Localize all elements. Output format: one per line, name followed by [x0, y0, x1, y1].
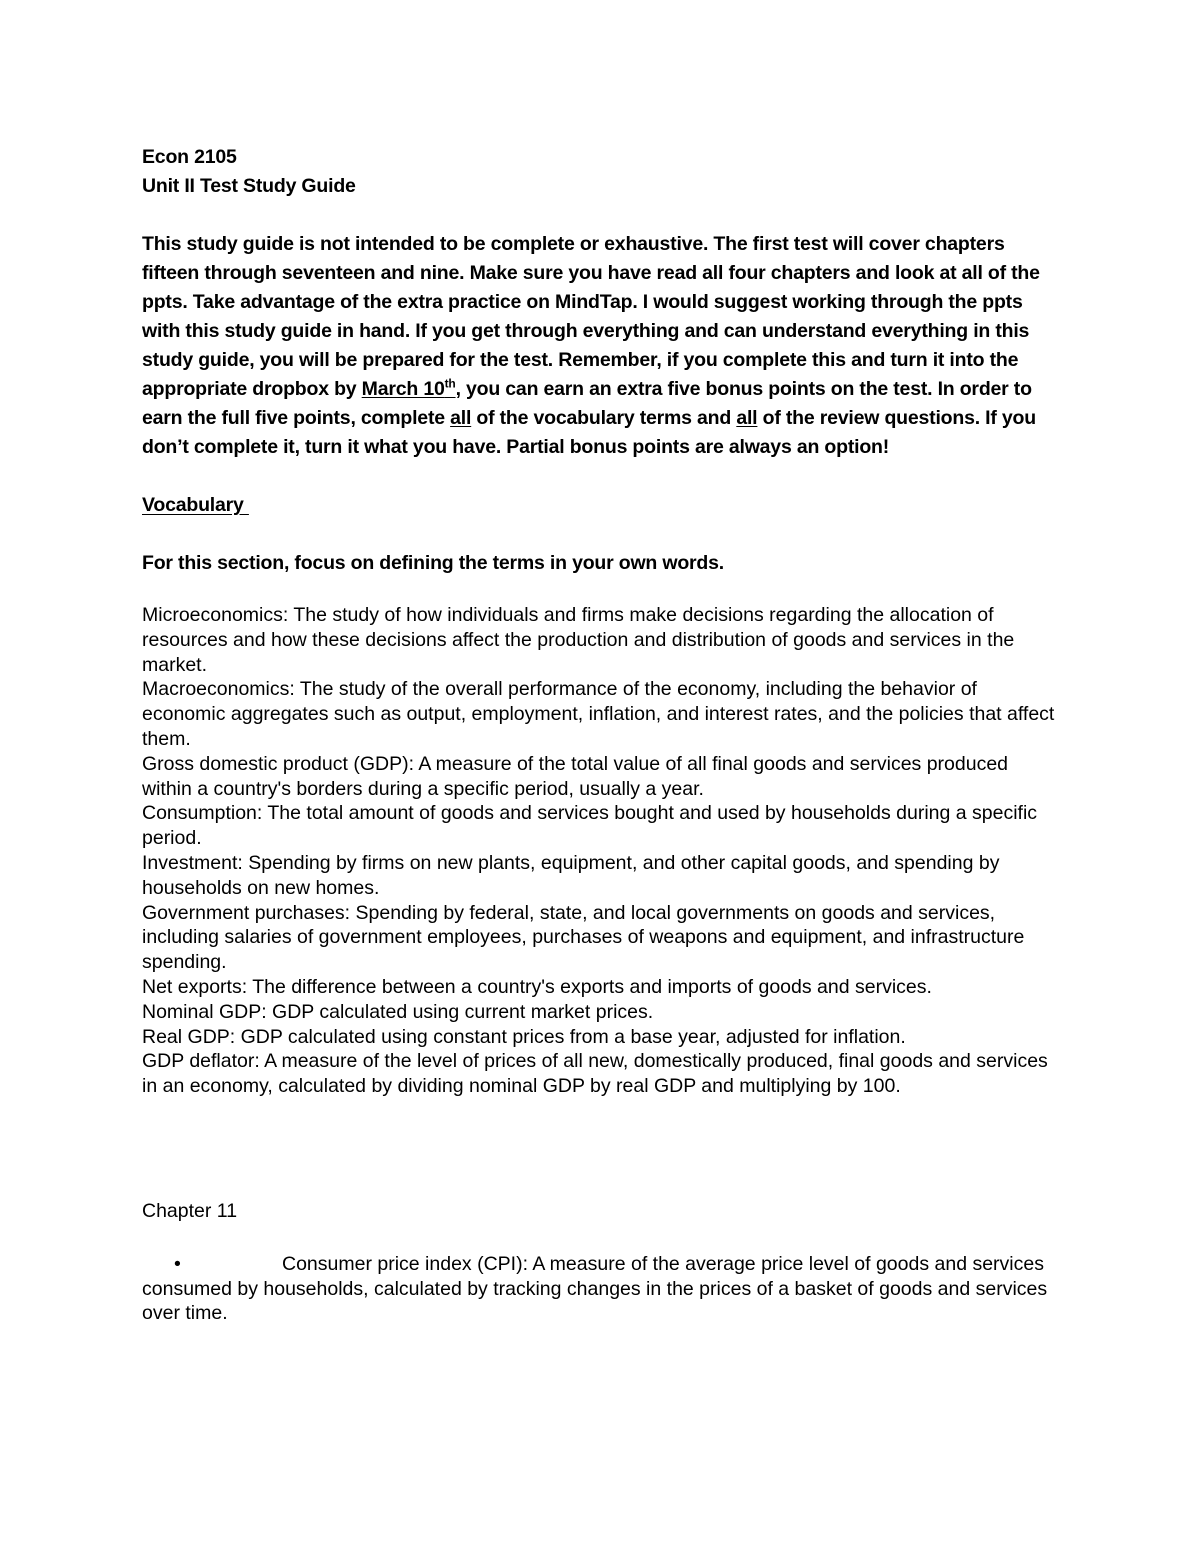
definition-gdp-deflator: GDP deflator: A measure of the level of prices of all new, domestically produced, final goods and services in an economy, calculated by dividing nominal GDP by real GDP and multiplying by 100. — [142, 1050, 1048, 1098]
chapter-bullet-item — [142, 1252, 1062, 1326]
page-title: Unit II Test Study Guide — [142, 175, 356, 197]
definition-gdp: Gross domestic product (GDP): A measure of the total value of all final goods and services produced within a country's borders during a specific period, usually a year. — [142, 752, 1009, 800]
definition-investment: Investment: Spending by firms on new plants, equipment, and other capital goods, and spending by households on new homes. — [142, 851, 1000, 899]
vocabulary-definitions — [142, 603, 1062, 1099]
vocabulary-heading: Vocabulary — [142, 494, 249, 516]
intro-text-3: of the vocabulary terms and — [471, 407, 737, 429]
document-content — [142, 143, 1062, 1326]
definition-macroeconomics: Macroeconomics: The study of the overall performance of the economy, including the behavior of economic aggregates such as output, employment, inflation, and interest rates, and the policies that affect them. — [142, 678, 1055, 750]
vocabulary-instruction: For this section, focus on defining the terms in your own words. — [142, 552, 724, 574]
intro-paragraph — [142, 230, 1062, 462]
chapter-heading: Chapter 11 — [142, 1199, 238, 1222]
emphasis-all-vocabulary: all — [450, 407, 472, 429]
document-header — [142, 143, 1062, 201]
deadline-date-suffix: th — [444, 376, 456, 391]
emphasis-all-questions: all — [736, 407, 758, 429]
bullet-icon: • — [174, 1252, 181, 1275]
definition-consumption: Consumption: The total amount of goods and services bought and used by households during a specific period. — [142, 802, 1038, 850]
course-name: Econ 2105 — [142, 146, 237, 168]
definition-real-gdp: Real GDP: GDP calculated using constant prices from a base year, adjusted for inflation. — [142, 1025, 906, 1048]
deadline-date-text: March 10 — [361, 378, 445, 400]
definition-nominal-gdp: Nominal GDP: GDP calculated using current market prices. — [142, 1000, 654, 1023]
deadline-date — [362, 378, 456, 400]
definition-microeconomics: Microeconomics: The study of how individuals and firms make decisions regarding the allocation of resources and how these decisions affect the production and distribution of goods and services in the market. — [142, 604, 1015, 676]
definition-government-purchases: Government purchases: Spending by federal, state, and local governments on goods and services, including salaries of government employees, purchases of weapons and equipment, and infrastructure spending. — [142, 901, 1025, 974]
intro-text-4: of the review questions. If you don’t complete it, turn it what you have. Partial bonus points are always an option! — [142, 407, 1036, 458]
intro-text-1: This study guide is not intended to be complete or exhaustive. The first test will cover chapters fifteen through seventeen and nine. Make sure you have read all four chapters and look at all of the ppts. Take advantage of the extra practice on MindTap. I would suggest working through the ppts with this study guide in hand. If you get through everything and can understand everything in this study guide, you will be prepared for the test. Remember, if you complete this and turn it into the appropriate dropbox by — [142, 233, 1040, 400]
definition-cpi: Consumer price index (CPI): A measure of the average price level of goods and services consumed by households, calculated by tracking changes in the prices of a basket of goods and services over time. — [142, 1252, 1048, 1325]
definition-net-exports: Net exports: The difference between a country's exports and imports of goods and services. — [142, 975, 932, 998]
intro-text-2: , you can earn an extra five bonus points on the test. In order to earn the full five points, complete — [142, 378, 1032, 429]
